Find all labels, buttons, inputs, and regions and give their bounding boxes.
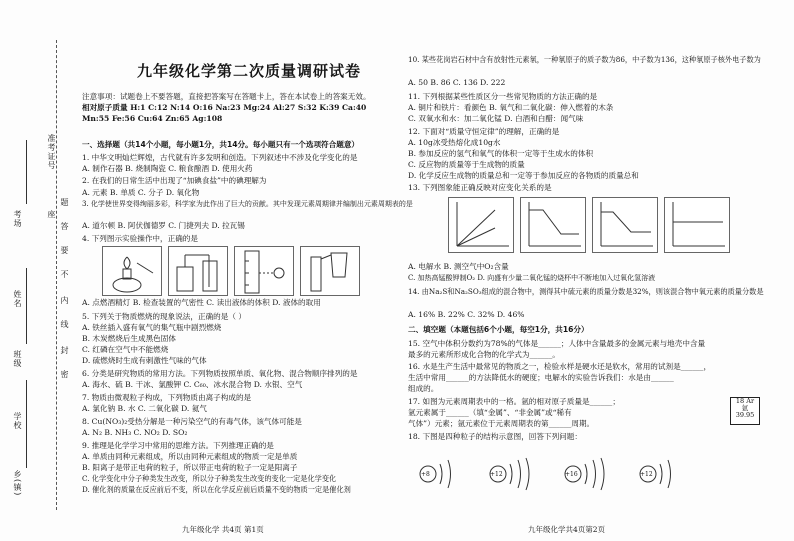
nucleus-charge: +8 [421,471,430,478]
question-line: 7. 物质由微观粒子构成，下列物质由离子构成的是 [82,393,252,402]
fill-line [26,140,27,204]
seal-char: 密 [60,370,69,379]
answer-options: A. 海水、硫 B. 干冰、氯酸钾 C. C₆₀、冰水混合物 D. 水银、空气 [82,380,303,389]
exam-room-label: 考场 [13,210,22,228]
answer-options: A. 铜片和铁片：看颜色 B. 氧气和二氧化碳：伸入燃着的木条 [408,103,614,112]
seal-char: 不 [60,270,69,279]
atomic-mass-line: 相对原子质量 H:1 C:12 N:14 O:16 Na:23 Mg:24 Al:27 S:32 K:39 Ca:40 [82,103,367,112]
nucleus-charge: +12 [490,471,503,478]
periodic-table-cell [730,397,760,425]
fill-question: 15. 空气中体积分数约为78%的气体是______；人体中含量最多的金属元素与地壳中含量 [408,339,706,348]
liquid-pouring-figure [300,246,360,296]
answer-option: A. 10g冰受热熔化成10g水 [408,138,501,147]
question-line: 11. 下列根据某些性质区分一些常见物质的方法正确的是 [408,92,598,101]
lab-figures [102,246,366,296]
graph-row [448,197,736,253]
answer-option: A. 单质由同种元素组成，所以由同种元素组成的物质一定是单质 [82,452,298,461]
graph-captions: C. 加热高锰酸钾制O₂ D. 向盛有少量二氧化锰的烧杯中不断地加入过氧化氢溶液 [408,274,656,282]
section-heading: 二、填空题（本题包括6个小题，每空1分，共16分） [408,325,589,334]
airtightness-check-figure [168,246,228,296]
graph-air-oxygen [520,197,586,253]
element-name: 氩 [741,404,749,412]
town-label: 乡(镇) [13,470,22,497]
seal-char: 答 [60,222,69,231]
answer-option: B. 参加反应的氢气和氧气的体积一定等于生成水的体积 [408,149,594,158]
graph-captions: A. 电解水 B. 测空气中O₂含量 [408,262,509,271]
question-line: 14. 由Na₂S和Na₂SO₃组成的混合物中，测得其中硫元素的质量分数是32%，则该混合物中氧元素的质量分数是 [408,287,764,296]
answer-options: A. N₂ B. NH₃ C. NO₂ D. SO₂ [82,428,188,437]
fill-line [26,268,27,344]
answer-option: B. 阳离子是带正电荷的粒子，所以带正电荷的粒子一定是阳离子 [82,463,298,472]
atom-diagrams [408,450,708,510]
answer-option: C. 红磷在空气中不能燃烧 [82,345,169,354]
fill-question: 氩元素属于______（填“金属”、“非金属”或“稀有 [408,408,572,417]
question-line: 3. 化学使世界变得绚丽多彩，科学家为此作出了巨大的贡献。其中发现元素周期律并编制出元素周期表的是 [82,200,413,208]
atomic-mass-line: Mn:55 Fe:56 Cu:64 Zn:65 Ag:108 [82,114,223,123]
answer-option: D. 催化剂的质量在反应前后不变，所以在化学反应前后质量不变的物质一定是催化剂 [82,485,351,494]
school-label: 学校 [13,412,22,430]
fill-question: 气体”）元素；氩元素位于元素周期表的第______周期。 [408,419,595,428]
question-line: 1. 中华文明灿烂辉煌，古代就有许多发明和创造。下列叙述中不涉及化学变化的是 [82,153,358,162]
question-line: 13. 下列图象能正确反映对应变化关系的是 [408,183,552,192]
notice-text: 注意事项：试题卷上不要答题，直接把答案写在答题卡上，答在本试卷上的答案无效。 [82,92,371,101]
answer-option: A. 铁丝插入盛有氧气的集气瓶中剧烈燃烧 [82,323,222,332]
fill-question: 16. 水是生产生活中最常见的物质之一，检验水样是硬水还是软水，常用的试剂是______， [408,362,712,371]
answer-options: A. 50 B. 86 C. 136 D. 222 [408,78,506,87]
question-line: 10. 某些花岗岩石材中含有放射性元素氡，一种氡原子的质子数为86，中子数为136，这种氡原子核外电子数为 [408,55,761,64]
seal-char: 要 [60,246,69,255]
fill-question: 最多的元素所形成化合物的化学式为______。 [408,350,560,359]
graph-kmno4-heating [592,197,658,253]
answer-options: A. 氯化钠 B. 水 C. 二氧化碳 D. 氦气 [82,404,207,413]
answer-options: A. 制作石器 B. 烧制陶瓷 C. 粮食酿酒 D. 使用火药 [82,164,253,173]
fill-question: 组成的。 [408,384,439,393]
cylinder-reading-figure [234,246,294,296]
seal-char: 内 [60,296,69,305]
graph-mno2-h2o2 [664,197,730,253]
answer-option: D. 硫燃烧时生成有刺激性气味的气体 [82,356,207,365]
graph-electrolysis [448,197,514,253]
figure-captions: A. 点燃酒精灯 B. 检查装置的气密性 C. 读出液体的体积 D. 液体的取用 [82,298,321,307]
question-line: 8. Cu(NO₃)₂受热分解是一种污染空气的有毒气体，该气体可能是 [82,417,302,426]
answer-options: A. 16% B. 22% C. 32% D. 46% [408,310,525,319]
fill-question: 生活中常用______的方法降低水的硬度；电解水的实验告诉我们：水是由______ [408,373,674,382]
answer-option: B. 木炭燃烧后生成黑色固体 [82,334,176,343]
atomic-number: 18 [735,397,745,405]
section-heading: 一、选择题（共14个小题，每小题1分，共14分。每小题只有一个选项符合题意） [82,140,360,149]
seal-char: 封 [60,346,69,355]
question-line: 6. 分类是研究物质的常用方法。下列物质按照单质、氧化物、混合物顺序排列的是 [82,369,358,378]
answer-options: A. 道尔顿 B. 阿伏伽德罗 C. 门捷列夫 D. 拉瓦锡 [82,221,245,230]
binding-margin [0,0,74,541]
seal-char: 线 [60,320,69,329]
element-symbol: Ar [746,397,755,405]
question-line: 12. 下面对“质量守恒定律”的理解，正确的是 [408,127,560,136]
page-footer: 九年级化学共4页第2页 [528,525,606,534]
class-label: 班级 [13,350,22,368]
answer-option: C. 反应物的质量等于生成物的质量 [408,160,525,169]
atomic-mass: 39.95 [735,411,755,419]
seat-label: 座 [47,210,56,219]
answer-options: C. 双氧水和水：加二氧化锰 D. 白酒和白醋：闻气味 [408,114,584,123]
question-line: 9. 推理是化学学习中常用的思维方法。下列推理正确的是 [82,441,274,450]
fill-question: 17. 如图为元素周期表中的一格。氩的相对原子质量是______； [408,397,620,406]
fill-question: 18. 下图是四种粒子的结构示意图，回答下列问题： [408,432,582,441]
answer-option: C. 化学变化中分子种类发生改变，所以分子种类发生改变的变化一定是化学变化 [82,474,337,483]
fill-line [26,380,27,468]
nucleus-charge: +12 [640,471,653,478]
answer-options: A. 元素 B. 单质 C. 分子 D. 氧化物 [82,188,200,197]
exam-title: 九年级化学第二次质量调研试卷 [137,62,362,80]
alcohol-lamp-figure [102,246,162,296]
seal-line [56,40,57,510]
page-footer: 九年级化学 共4页 第1页 [182,525,264,534]
question-line: 5. 下列关于物质燃烧的现象说法，正确的是（ ） [82,312,246,321]
name-label: 姓名 [13,290,22,308]
question-line: 2. 在我们的日常生活中出现了“加碘食盐”中的碘理解为 [82,176,267,185]
ticket-number-label: 准考证号 [47,134,56,170]
seal-char: 题 [60,198,69,207]
question-line: 4. 下列图示实验操作中，正确的是 [82,234,198,243]
answer-option: D. 化学反应生成物的质量总和一定等于参加反应的各物质的质量总和 [408,171,639,180]
nucleus-charge: +16 [565,471,578,478]
